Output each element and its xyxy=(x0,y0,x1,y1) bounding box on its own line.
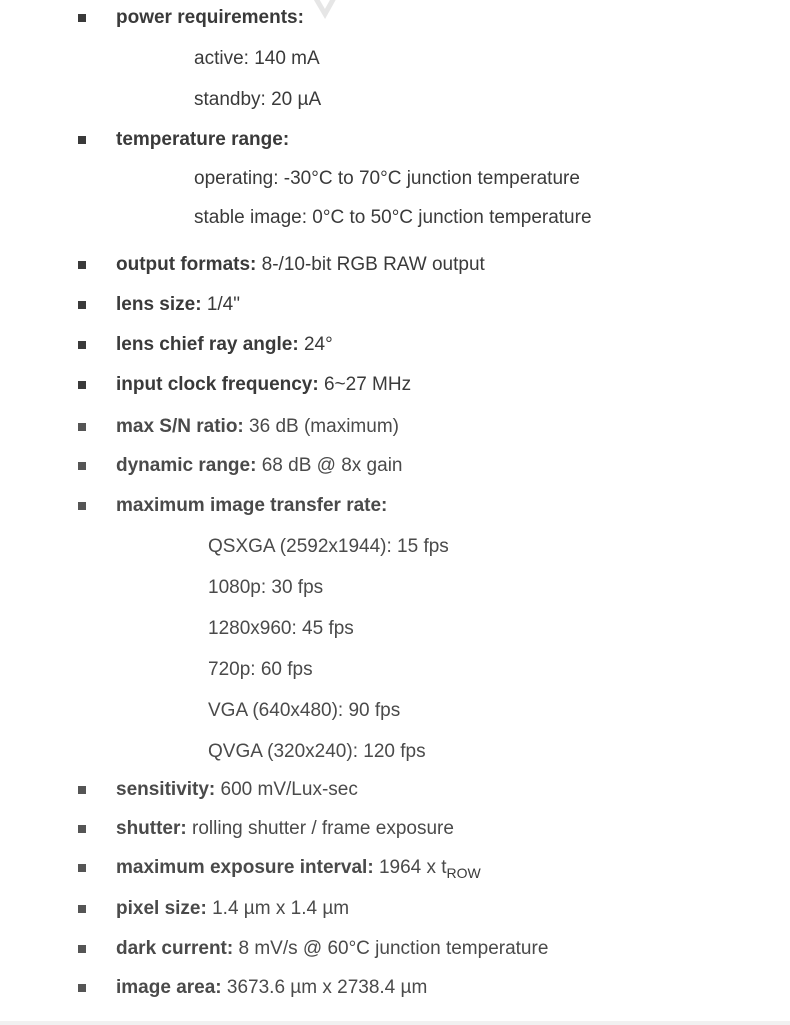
spec-value: rolling shutter / frame exposure xyxy=(192,818,454,839)
spec-label: lens chief ray angle: xyxy=(116,334,299,355)
spec-value: 24° xyxy=(303,334,333,355)
spec-sub-line: 1080p: 30 fps xyxy=(208,577,324,598)
spec-label: output formats: xyxy=(116,254,257,275)
spec-value: 6~27 MHz xyxy=(323,374,412,395)
spec-label: dark current: xyxy=(116,938,234,959)
bullet-icon xyxy=(78,462,86,470)
spec-value: 8-/10-bit RGB RAW output xyxy=(261,254,485,275)
spec-sub-line: QVGA (320x240): 120 fps xyxy=(208,741,426,762)
spec-label: shutter: xyxy=(116,818,187,839)
spec-label: maximum exposure interval: xyxy=(116,857,374,878)
spec-sub-line: stable image: 0°C to 50°C junction temperature xyxy=(194,207,592,228)
bullet-icon xyxy=(78,136,86,144)
spec-sub-line: VGA (640x480): 90 fps xyxy=(208,700,401,721)
spec-label: lens size: xyxy=(116,294,202,315)
spec-sub-line: 1280x960: 45 fps xyxy=(208,618,354,639)
bullet-icon xyxy=(78,786,86,794)
spec-label: image area: xyxy=(116,977,222,998)
spec-label: dynamic range: xyxy=(116,455,257,476)
spec-label: sensitivity: xyxy=(116,779,216,800)
spec-sub-line: standby: 20 µA xyxy=(194,89,322,110)
spec-value: 36 dB (maximum) xyxy=(249,416,399,437)
bullet-icon xyxy=(78,423,86,431)
spec-value: 1964 x t xyxy=(378,857,447,878)
spec-value: 1/4" xyxy=(206,294,240,315)
bullet-icon xyxy=(78,945,86,953)
spec-label: max S/N ratio: xyxy=(116,416,244,437)
bullet-icon xyxy=(78,984,86,992)
spec-sub-line: operating: -30°C to 70°C junction temperature xyxy=(194,168,580,189)
spec-label: input clock frequency: xyxy=(116,374,319,395)
bullet-icon xyxy=(78,14,86,22)
spec-value: 1.4 µm x 1.4 µm xyxy=(212,898,350,919)
spec-sub-line: active: 140 mA xyxy=(194,48,320,69)
spec-value-subscript: ROW xyxy=(446,865,481,881)
bullet-icon xyxy=(78,341,86,349)
bottom-divider xyxy=(0,1021,790,1025)
spec-sub-line: QSXGA (2592x1944): 15 fps xyxy=(208,536,449,557)
spec-label: temperature range: xyxy=(116,129,290,150)
spec-value: 8 mV/s @ 60°C junction temperature xyxy=(238,938,549,959)
spec-sub-line: 720p: 60 fps xyxy=(208,659,313,680)
bullet-icon xyxy=(78,825,86,833)
bullet-icon xyxy=(78,381,86,389)
bullet-icon xyxy=(78,502,86,510)
spec-label: maximum image transfer rate: xyxy=(116,495,388,516)
bullet-icon xyxy=(78,301,86,309)
spec-value: 3673.6 µm x 2738.4 µm xyxy=(226,977,428,998)
bullet-icon xyxy=(78,905,86,913)
spec-value: 600 mV/Lux-sec xyxy=(220,779,358,800)
spec-value: 68 dB @ 8x gain xyxy=(261,455,403,476)
bullet-icon xyxy=(78,864,86,872)
spec-label: pixel size: xyxy=(116,898,207,919)
watermark-mark-icon xyxy=(305,0,365,24)
spec-label: power requirements: xyxy=(116,7,304,28)
bullet-icon xyxy=(78,261,86,269)
